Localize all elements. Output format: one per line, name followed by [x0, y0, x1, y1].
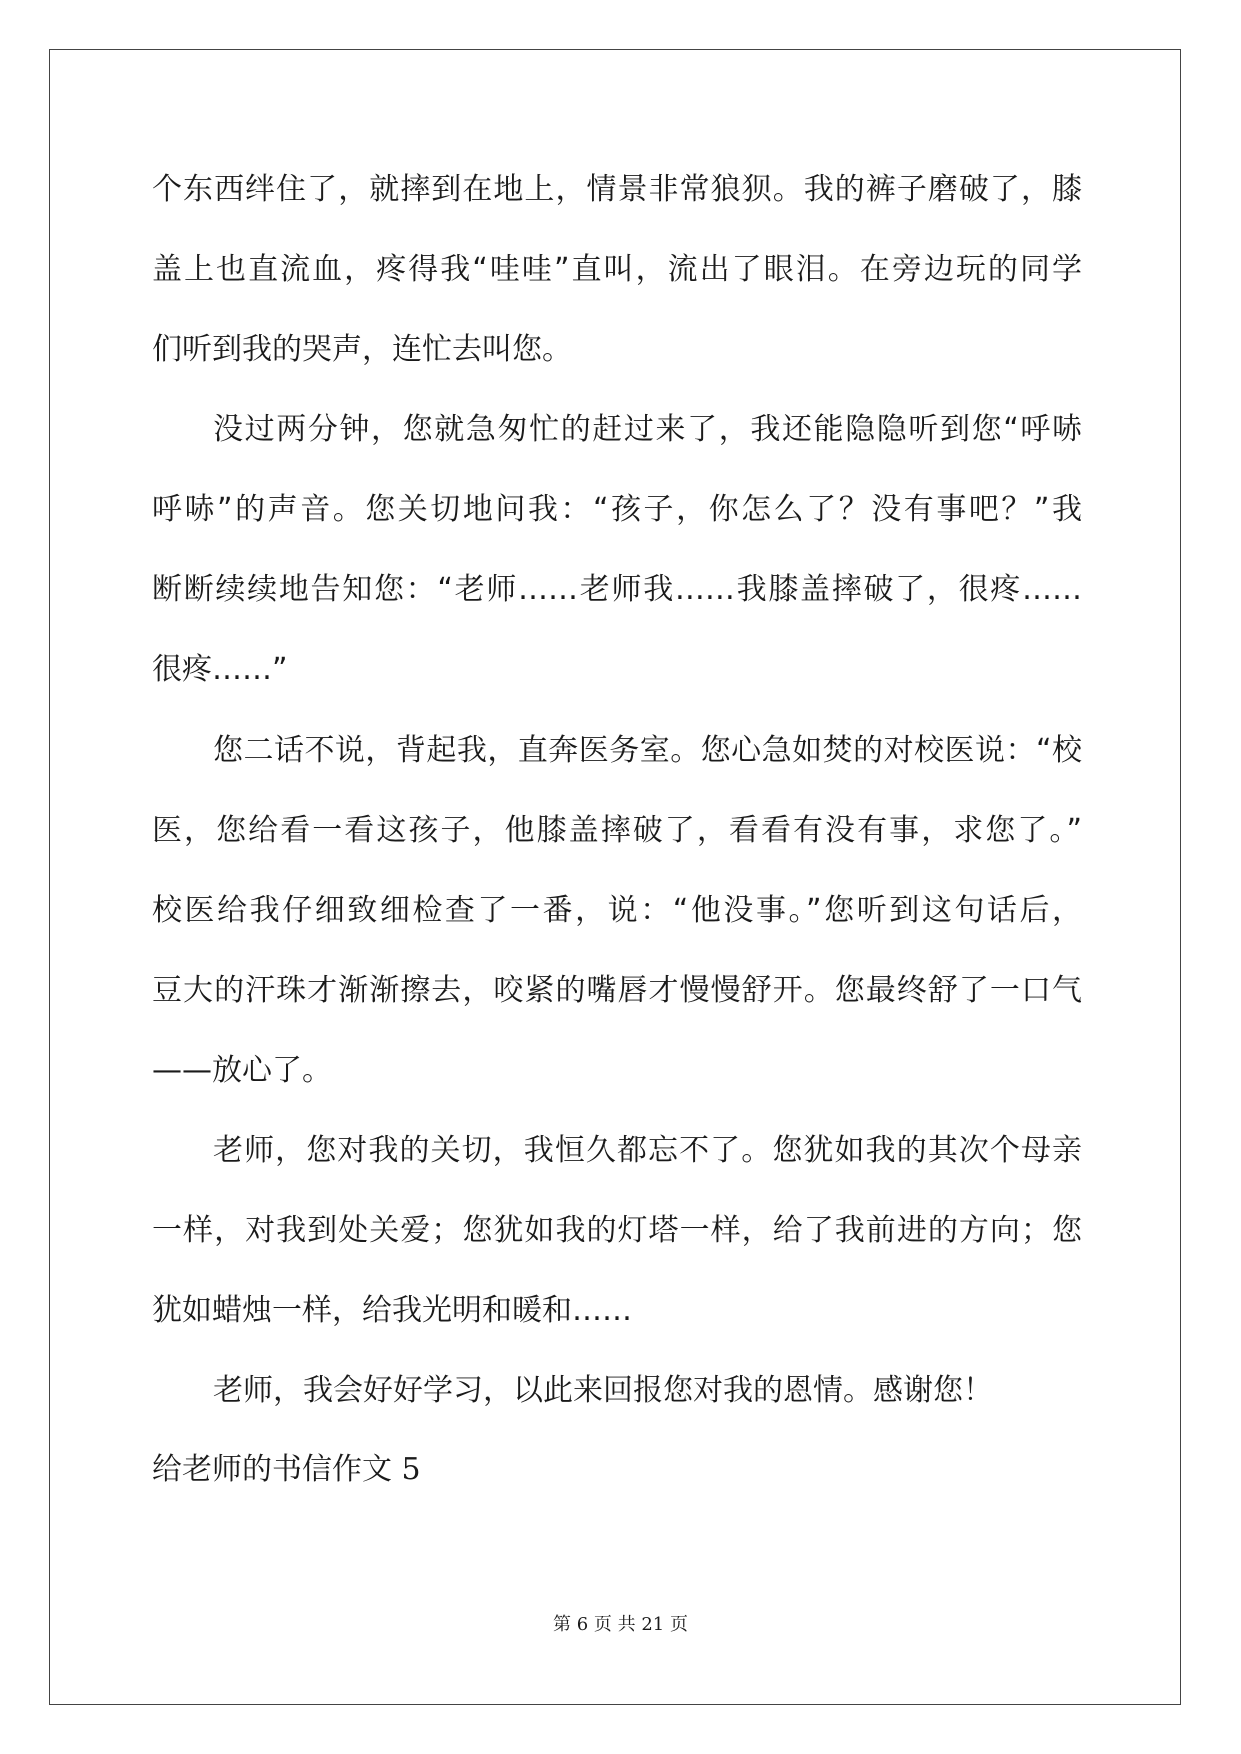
paragraph-first-line: 您二话不说，背起我，直奔医务室。您心急如焚的对校医说：“校: [213, 733, 1082, 768]
text-line: 犹如蜡烛一样，给我光明和暖和……: [152, 1293, 632, 1328]
text-line: 呼哧”的声音。您关切地问我：“孩子，你怎么了？没有事吧？”我: [152, 492, 1082, 527]
text-line: 校医给我仔细致细检查了一番，说：“他没事。”您听到这句话后，: [152, 893, 1082, 928]
text-line: ——放心了。: [152, 1053, 332, 1088]
page-number-footer: 第 6 页 共 21 页: [553, 1614, 688, 1635]
text-line: 个东西绊住了，就摔到在地上，情景非常狼狈。我的裤子磨破了，膝: [152, 172, 1082, 207]
text-line: 一样，对我到处关爱；您犹如我的灯塔一样，给了我前进的方向；您: [152, 1213, 1082, 1248]
paragraph-first-line: 没过两分钟，您就急匆忙的赶过来了，我还能隐隐听到您“呼哧: [213, 412, 1082, 447]
text-line: 很疼……”: [152, 652, 288, 687]
text-line: 盖上也直流血，疼得我“哇哇”直叫，流出了眼泪。在旁边玩的同学: [152, 252, 1082, 287]
text-line: 们听到我的哭声，连忙去叫您。: [152, 332, 572, 367]
text-line: 豆大的汗珠才渐渐擦去，咬紧的嘴唇才慢慢舒开。您最终舒了一口气: [152, 973, 1082, 1008]
section-heading: 给老师的书信作文 5: [152, 1452, 421, 1487]
text-line: 医，您给看一看这孩子，他膝盖摔破了，看看有没有事，求您了。”: [152, 813, 1082, 848]
paragraph-first-line: 老师，您对我的关切，我恒久都忘不了。您犹如我的其次个母亲: [213, 1133, 1082, 1168]
paragraph-first-line: 老师，我会好好学习，以此来回报您对我的恩情。感谢您！: [213, 1373, 993, 1408]
text-line: 断断续续地告知您：“老师……老师我……我膝盖摔破了，很疼……: [152, 572, 1082, 607]
